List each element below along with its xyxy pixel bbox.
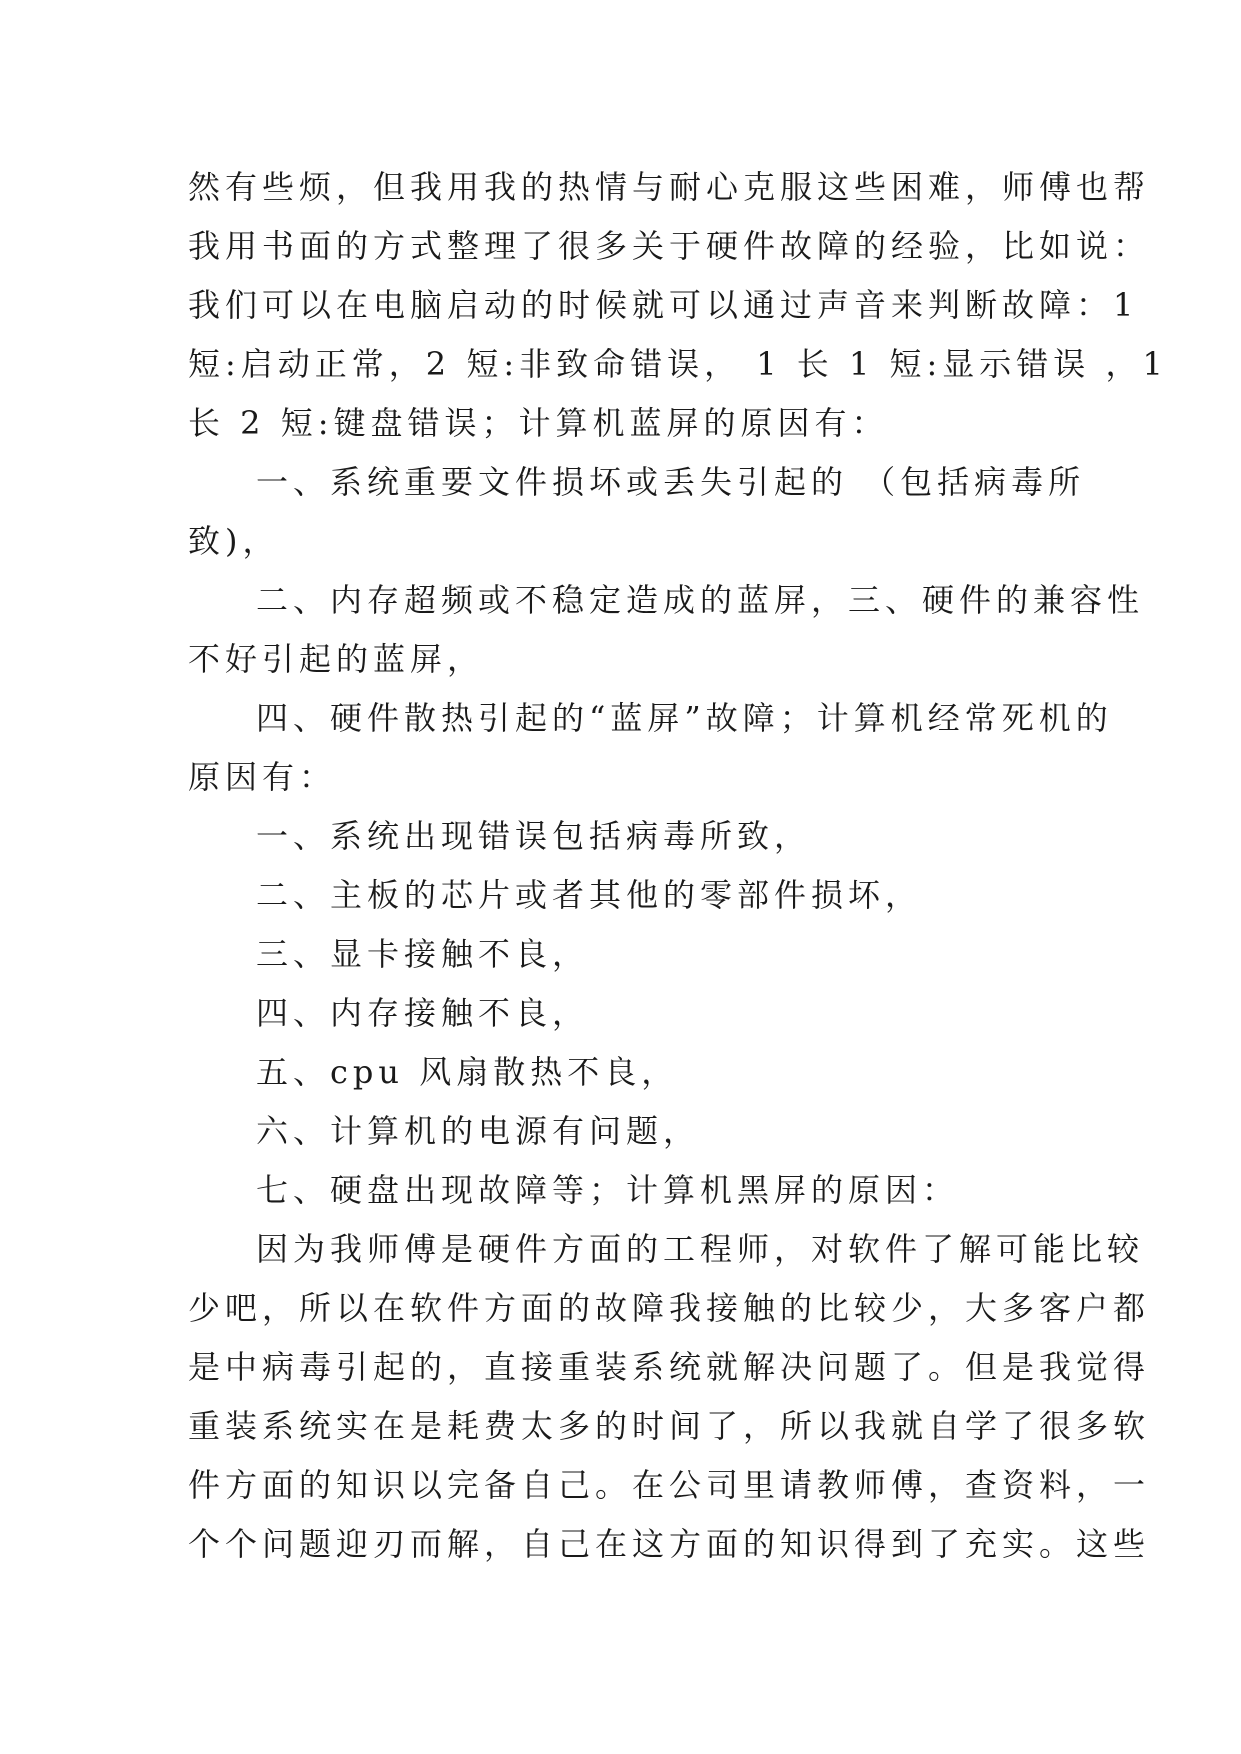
list-item: 二、主板的芯片或者其他的零部件损坏， xyxy=(256,876,923,914)
text-line: 不好引起的蓝屏， xyxy=(188,640,485,678)
text-line: 二、内存超频或不稳定造成的蓝屏，三、硬件的兼容性 xyxy=(256,581,1145,619)
text-line: 然有些烦，但我用我的热情与耐心克服这些困难，师傅也帮 xyxy=(188,168,1151,206)
text-line: 重装系统实在是耗费太多的时间了，所以我就自学了很多软 xyxy=(188,1407,1151,1445)
list-item: 六、计算机的电源有问题， xyxy=(256,1112,701,1150)
text-line: 致)， xyxy=(188,522,280,560)
text-line: 原因有： xyxy=(188,758,337,796)
text-line: 我们可以在电脑启动的时候就可以通过声音来判断故障：1 xyxy=(188,286,1139,324)
list-item: 四、内存接触不良， xyxy=(256,994,590,1032)
text-line: 一、系统重要文件损坏或丢失引起的 （包括病毒所 xyxy=(256,463,1086,501)
text-line: 长 2 短:键盘错误；计算机蓝屏的原因有： xyxy=(188,404,889,442)
text-line: 是中病毒引起的，直接重装系统就解决问题了。但是我觉得 xyxy=(188,1348,1151,1386)
text-line: 因为我师傅是硬件方面的工程师，对软件了解可能比较 xyxy=(256,1230,1145,1268)
text-line: 件方面的知识以完备自己。在公司里请教师傅，查资料，一 xyxy=(188,1466,1151,1504)
text-line: 四、硬件散热引起的“蓝屏”故障；计算机经常死机的 xyxy=(256,699,1113,737)
list-item: 三、显卡接触不良， xyxy=(256,935,590,973)
text-line: 我用书面的方式整理了很多关于硬件故障的经验，比如说： xyxy=(188,227,1151,265)
list-item: 五、cpu 风扇散热不良， xyxy=(256,1053,679,1091)
text-line: 个个问题迎刃而解，自己在这方面的知识得到了充实。这些 xyxy=(188,1525,1151,1563)
list-item: 七、硬盘出现故障等；计算机黑屏的原因： xyxy=(256,1171,960,1209)
list-item: 一、系统出现错误包括病毒所致， xyxy=(256,817,812,855)
text-line: 短:启动正常，2 短:非致命错误， 1 长 1 短:显示错误 ，1 xyxy=(188,345,1168,383)
body-text xyxy=(188,158,1168,1574)
text-line: 少吧，所以在软件方面的故障我接触的比较少，大多客户都 xyxy=(188,1289,1151,1327)
